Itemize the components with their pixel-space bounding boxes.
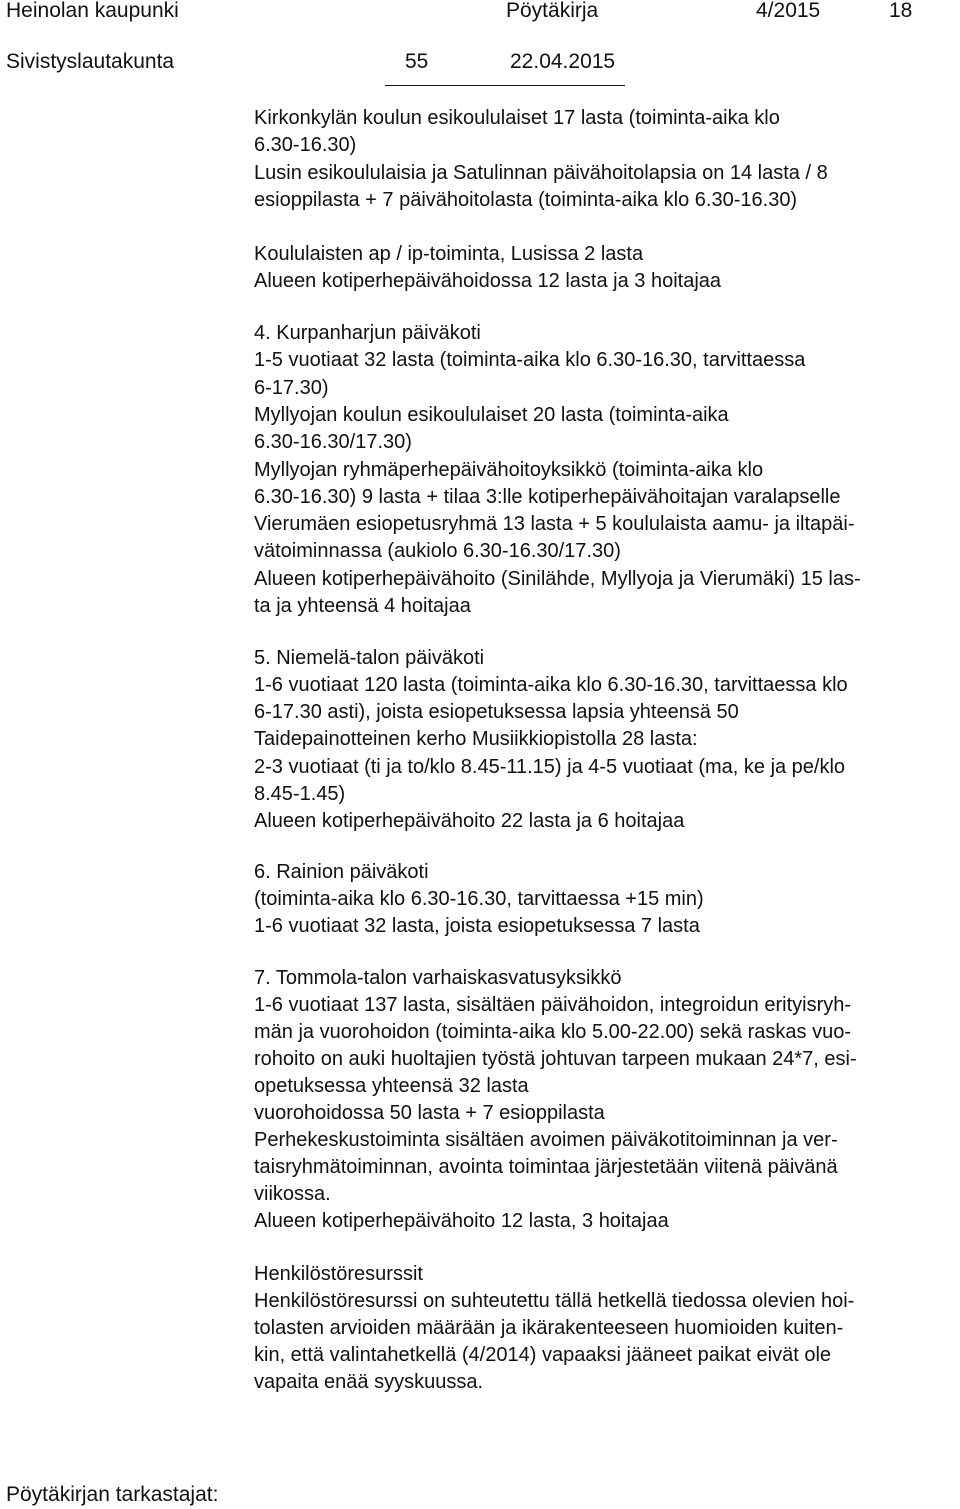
body-line: 1-6 vuotiaat 32 lasta, joista esiopetuksessa 7 lasta (254, 915, 700, 937)
committee-name: Sivistyslautakunta (6, 50, 175, 73)
doc-number: 4/2015 (756, 0, 821, 22)
body-line: esioppilasta + 7 päivähoitolasta (toiminta-aika klo 6.30-16.30) (254, 189, 798, 211)
body-line: Alueen kotiperhepäivähoito 12 lasta, 3 hoitajaa (254, 1210, 669, 1232)
body-line: Taidepainotteinen kerho Musiikkiopistolla 28 lasta: (254, 728, 698, 750)
body-line: ta ja yhteensä 4 hoitajaa (254, 595, 471, 617)
header-underline (385, 85, 625, 86)
body-line: 8.45-1.45) (254, 783, 346, 805)
section-heading: 4. Kurpanharjun päiväkoti (254, 322, 481, 344)
section-number: 55 (405, 50, 429, 73)
body-line: Alueen kotiperhepäivähoidossa 12 lasta ja 3 hoitajaa (254, 270, 722, 292)
meeting-date: 22.04.2015 (510, 50, 616, 73)
body-line: Myllyojan ryhmäperhepäivähoitoyksikkö (toiminta-aika klo (254, 459, 764, 481)
org-name: Heinolan kaupunki (6, 0, 179, 22)
body-line: Kirkonkylän koulun esikoululaiset 17 lasta (toiminta-aika klo (254, 107, 780, 129)
body-line: 6-17.30 asti), joista esiopetuksessa lapsia yhteensä 50 (254, 701, 739, 723)
body-line: kin, että valintahetkellä (4/2014) vapaaksi jääneet paikat eivät ole (254, 1344, 832, 1366)
body-line: Alueen kotiperhepäivähoito 22 lasta ja 6 hoitajaa (254, 810, 685, 832)
body-line: 6.30-16.30) 9 lasta + tilaa 3:lle kotiperhepäivähoitajan varalapselle (254, 486, 841, 508)
body-line: Lusin esikoululaisia ja Satulinnan päivähoitolapsia on 14 lasta / 8 (254, 162, 828, 184)
body-line: tolasten arvioiden määrään ja ikärakenteeseen huomioiden kuiten- (254, 1317, 844, 1339)
body-line: Vierumäen esiopetusryhmä 13 lasta + 5 koululaista aamu- ja iltapäi- (254, 513, 855, 535)
section-heading: 5. Niemelä-talon päiväkoti (254, 647, 485, 669)
body-line: 2-3 vuotiaat (ti ja to/klo 8.45-11.15) ja 4-5 vuotiaat (ma, ke ja pe/klo (254, 756, 846, 778)
section-heading: 7. Tommola-talon varhaiskasvatusyksikkö (254, 967, 622, 989)
body-line: opetuksessa yhteensä 32 lasta (254, 1075, 529, 1097)
body-line: 1-6 vuotiaat 137 lasta, sisältäen päivähoidon, integroidun erityisryh- (254, 994, 852, 1016)
body-line: män ja vuorohoidon (toiminta-aika klo 5.00-22.00) sekä raskas vuo- (254, 1021, 851, 1043)
doc-type: Pöytäkirja (506, 0, 599, 22)
page-number: 18 (889, 0, 913, 22)
section-heading: Henkilöstöresurssit (254, 1263, 423, 1285)
body-line: 6.30-16.30) (254, 134, 357, 156)
body-line: 1-5 vuotiaat 32 lasta (toiminta-aika klo 6.30-16.30, tarvittaessa (254, 349, 806, 371)
body-line: vätoiminnassa (aukiolo 6.30-16.30/17.30) (254, 540, 621, 562)
body-line: vuorohoidossa 50 lasta + 7 esioppilasta (254, 1102, 605, 1124)
body-line: 1-6 vuotiaat 120 lasta (toiminta-aika klo 6.30-16.30, tarvittaessa klo (254, 674, 848, 696)
body-line: Myllyojan koulun esikoululaiset 20 lasta (toiminta-aika (254, 404, 729, 426)
reviewers-label: Pöytäkirjan tarkastajat: (6, 1483, 219, 1506)
body-line: (toiminta-aika klo 6.30-16.30, tarvittaessa +15 min) (254, 888, 704, 910)
body-line: vapaita enää syyskuussa. (254, 1371, 484, 1393)
body-line: 6.30-16.30/17.30) (254, 431, 412, 453)
body-line: Alueen kotiperhepäivähoito (Sinilähde, Myllyoja ja Vierumäki) 15 las- (254, 568, 861, 590)
body-line: 6-17.30) (254, 377, 329, 399)
body-line: viikossa. (254, 1183, 331, 1205)
body-line: taisryhmätoiminnan, avointa toimintaa järjestetään viitenä päivänä (254, 1156, 838, 1178)
body-line: Perhekeskustoiminta sisältäen avoimen päiväkotitoiminnan ja ver- (254, 1129, 838, 1151)
body-line: rohoito on auki huoltajien työstä johtuvan tarpeen mukaan 24*7, esi- (254, 1048, 857, 1070)
section-heading: 6. Rainion päiväkoti (254, 861, 429, 883)
body-line: Henkilöstöresurssi on suhteutettu tällä hetkellä tiedossa olevien hoi- (254, 1290, 855, 1312)
body-line: Koululaisten ap / ip-toiminta, Lusissa 2 lasta (254, 243, 644, 265)
